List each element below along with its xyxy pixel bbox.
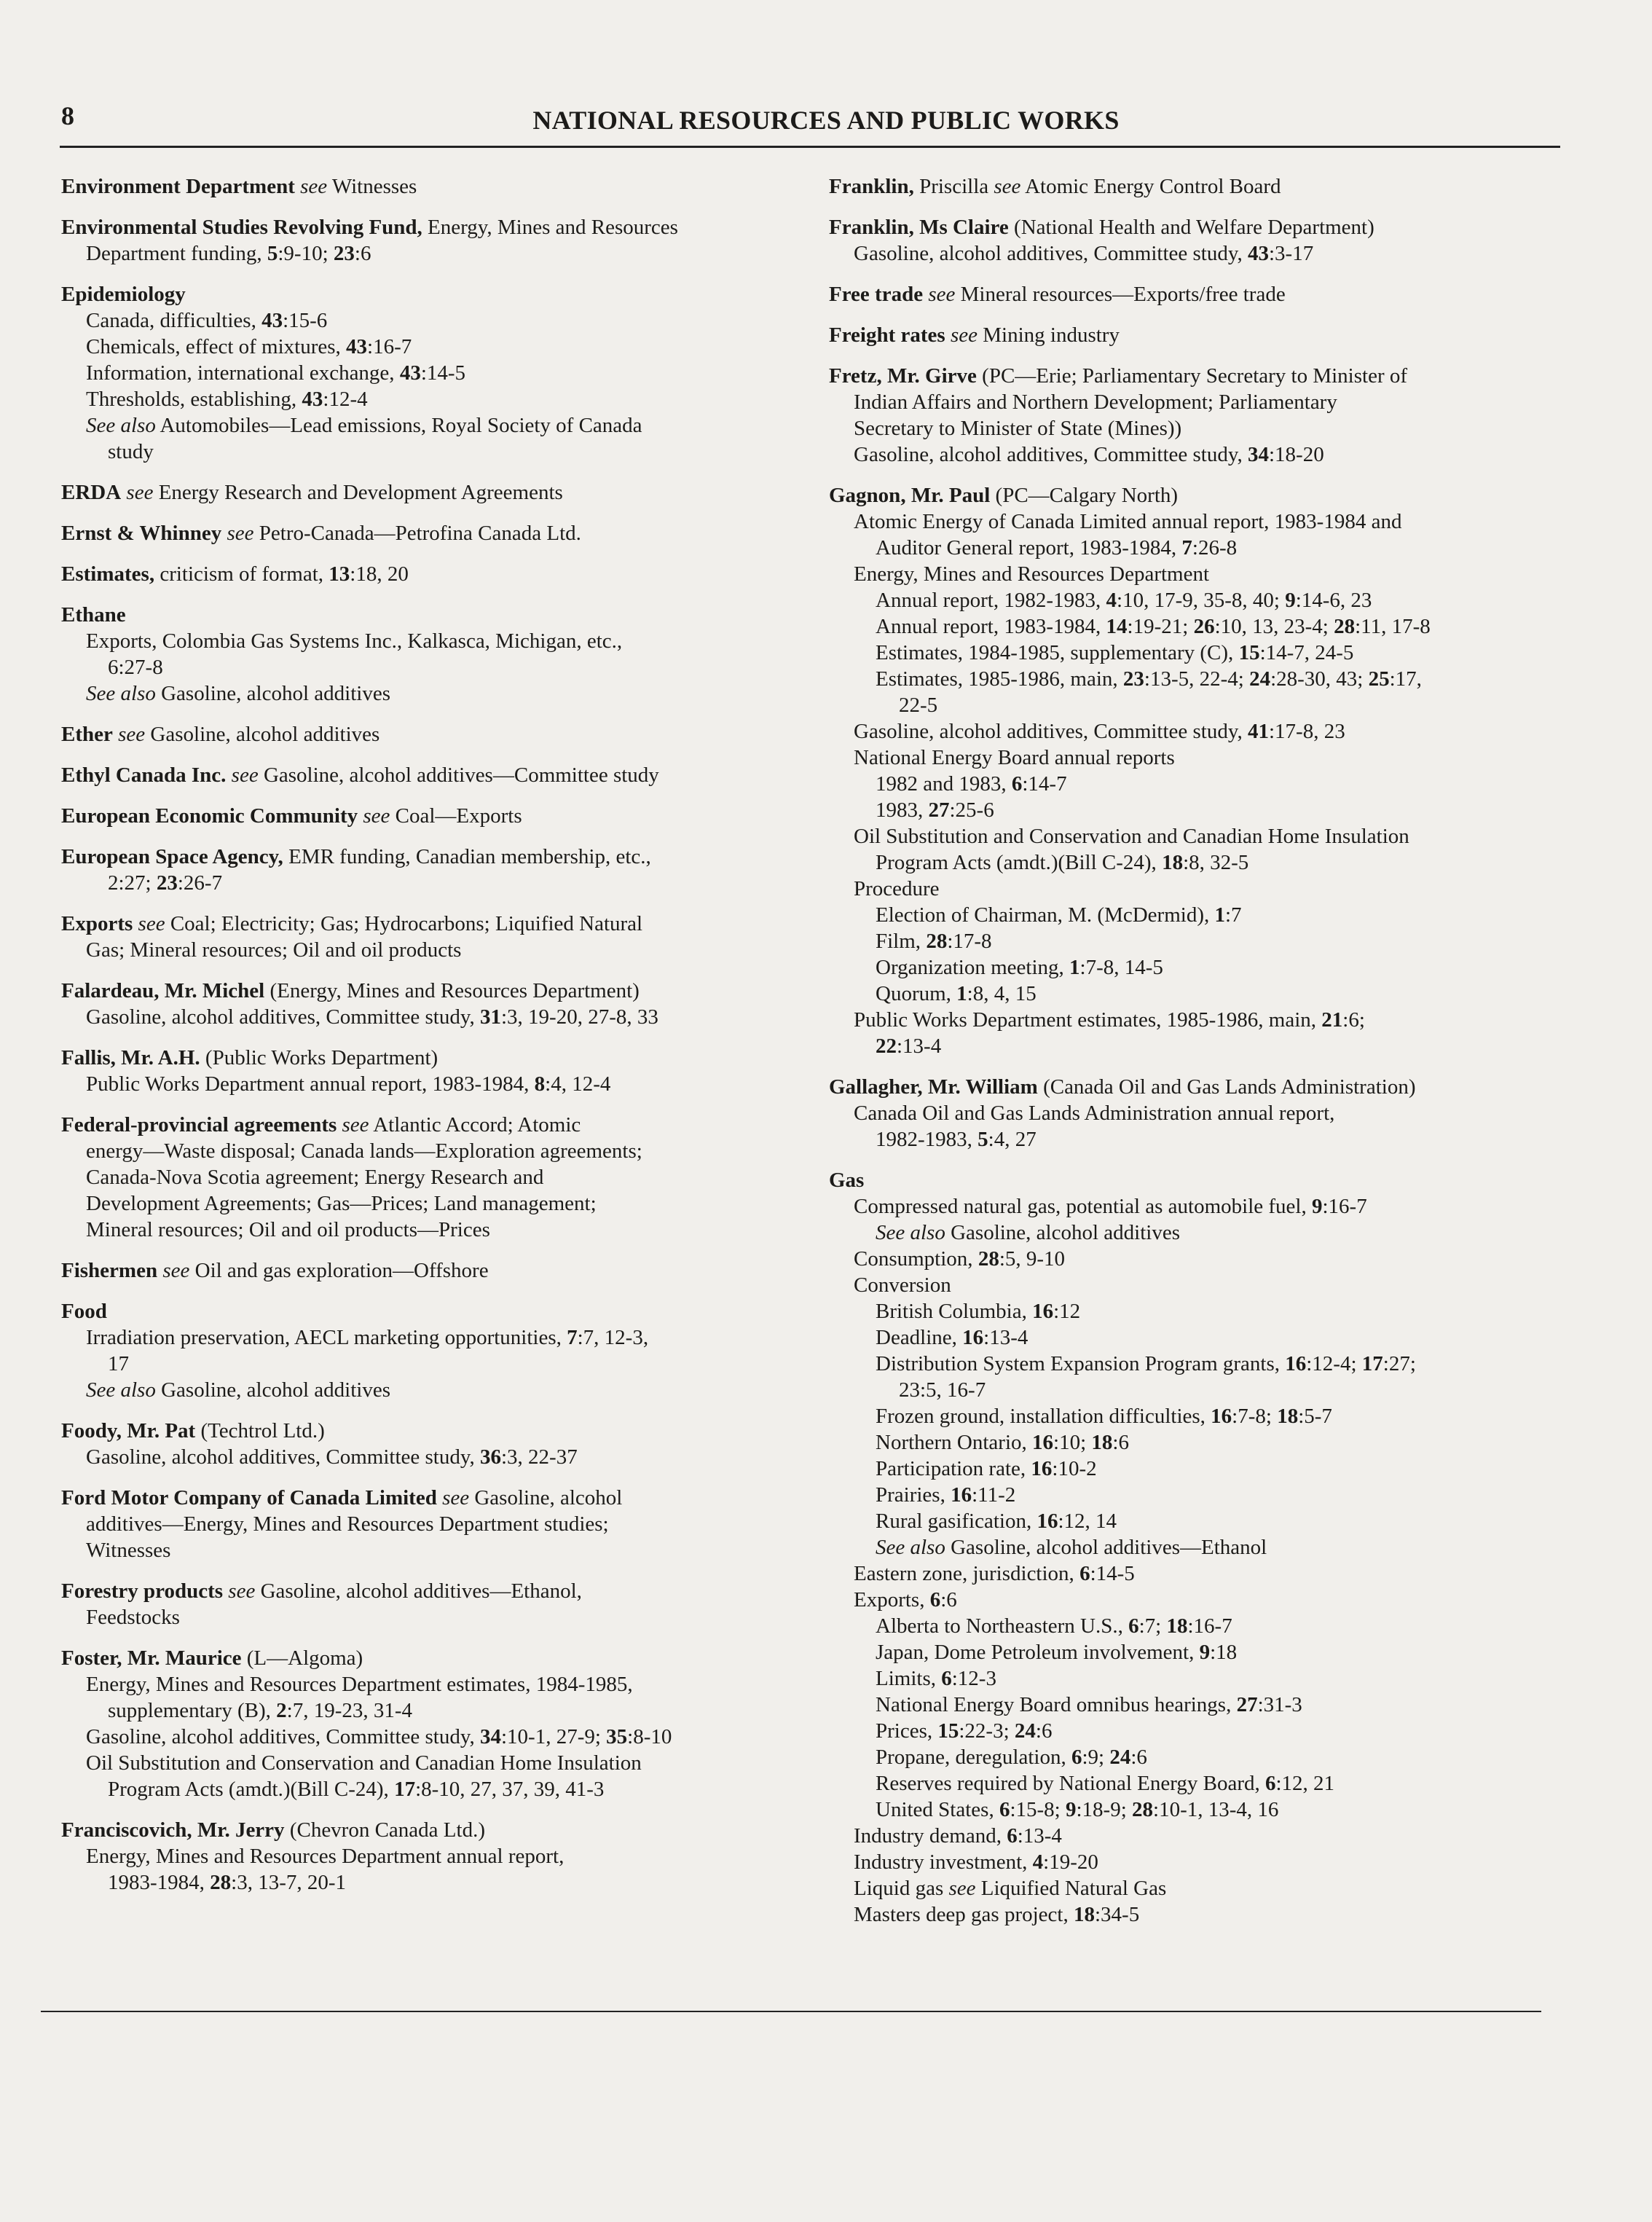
index-subentry-line: Chemicals, effect of mixtures, 43:16-7 — [86, 335, 412, 358]
index-entry — [61, 520, 797, 546]
index-subentry-line: 1983-1984, 28:3, 13-7, 20-1 — [108, 1871, 347, 1894]
index-heading-line: Ethyl Canada Inc. see Gasoline, alcohol additives—Committee study — [61, 763, 659, 787]
index-heading-line: Ethane — [61, 603, 126, 627]
index-entry — [61, 561, 797, 587]
index-entry — [829, 363, 1557, 468]
index-subentry-line: Prairies, 16:11-2 — [876, 1483, 1016, 1507]
index-subentry-line: Energy, Mines and Resources Department annual report, — [86, 1845, 565, 1868]
index-entry — [61, 479, 797, 506]
index-entry — [61, 1298, 797, 1403]
index-subentry-line: Information, international exchange, 43:14-5 — [86, 361, 466, 385]
left-index-column — [61, 173, 797, 1910]
index-subentry-line: Alberta to Northeastern U.S., 6:7; 18:16-7 — [876, 1614, 1232, 1638]
index-subentry-line: Annual report, 1982-1983, 4:10, 17-9, 35-8, 40; 9:14-6, 23 — [876, 589, 1372, 612]
index-subentry-line: Mineral resources; Oil and oil products—Prices — [86, 1218, 490, 1241]
index-subentry-line: National Energy Board annual reports — [854, 746, 1175, 769]
index-subentry-line: Indian Affairs and Northern Development; Parliamentary — [854, 390, 1337, 414]
index-subentry-line: Deadline, 16:13-4 — [876, 1326, 1028, 1349]
index-subentry-line: Department funding, 5:9-10; 23:6 — [86, 242, 371, 265]
index-subentry-line: Canada, difficulties, 43:15-6 — [86, 309, 328, 332]
index-subentry-line: Election of Chairman, M. (McDermid), 1:7 — [876, 903, 1242, 927]
index-subentry-line: Industry demand, 6:13-4 — [854, 1824, 1062, 1848]
index-entry — [829, 281, 1557, 307]
index-entry — [61, 762, 797, 788]
index-subentry-line: Energy, Mines and Resources Department — [854, 562, 1210, 586]
index-subentry-line: energy—Waste disposal; Canada lands—Exploration agreements; — [86, 1139, 642, 1163]
index-heading-line: Foster, Mr. Maurice (L—Algoma) — [61, 1646, 363, 1670]
index-subentry-line: Northern Ontario, 16:10; 18:6 — [876, 1431, 1129, 1454]
index-subentry-line: United States, 6:15-8; 9:18-9; 28:10-1, 13-4, 16 — [876, 1798, 1279, 1821]
index-heading-line: Estimates, criticism of format, 13:18, 20 — [61, 562, 409, 586]
index-heading-line: Ford Motor Company of Canada Limited see Gasoline, alcohol — [61, 1486, 623, 1510]
index-subentry-line: supplementary (B), 2:7, 19-23, 31-4 — [108, 1699, 413, 1722]
index-subentry-line: Development Agreements; Gas—Prices; Land management; — [86, 1192, 597, 1215]
index-subentry-line: British Columbia, 16:12 — [876, 1300, 1081, 1323]
index-heading-line: Gas — [829, 1169, 865, 1192]
index-subentry-line: Estimates, 1984-1985, supplementary (C), 15:14-7, 24-5 — [876, 641, 1354, 664]
index-subentry-line: Gasoline, alcohol additives, Committee study, 34:10-1, 27-9; 35:8-10 — [86, 1725, 672, 1748]
index-subentry-line: Masters deep gas project, 18:34-5 — [854, 1903, 1140, 1926]
footer-rule — [41, 2011, 1541, 2012]
index-subentry-line: Gas; Mineral resources; Oil and oil products — [86, 938, 462, 962]
index-heading-line: Foody, Mr. Pat (Techtrol Ltd.) — [61, 1419, 325, 1442]
index-heading-line: Environmental Studies Revolving Fund, Energy, Mines and Resources — [61, 216, 678, 239]
index-entry — [61, 721, 797, 747]
index-entry — [829, 322, 1557, 348]
index-subentry-line: Public Works Department estimates, 1985-1986, main, 21:6; — [854, 1008, 1365, 1032]
index-heading-line: Exports see Coal; Electricity; Gas; Hydrocarbons; Liquified Natural — [61, 912, 643, 935]
index-subentry-line: Compressed natural gas, potential as automobile fuel, 9:16-7 — [854, 1195, 1367, 1218]
index-subentry-line: Secretary to Minister of State (Mines)) — [854, 417, 1182, 440]
index-subentry-line: Frozen ground, installation difficulties, 16:7-8; 18:5-7 — [876, 1405, 1332, 1428]
right-index-column — [829, 173, 1557, 1942]
index-subentry-line: Annual report, 1983-1984, 14:19-21; 26:10, 13, 23-4; 28:11, 17-8 — [876, 615, 1431, 638]
index-subentry-line: Procedure — [854, 877, 940, 900]
index-heading-line: European Economic Community see Coal—Exports — [61, 804, 522, 828]
index-heading-line: European Space Agency, EMR funding, Canadian membership, etc., — [61, 845, 651, 868]
index-heading-line: Franklin, Priscilla see Atomic Energy Control Board — [829, 175, 1281, 198]
index-subentry-line: 1982 and 1983, 6:14-7 — [876, 772, 1067, 796]
index-subentry-line: 2:27; 23:26-7 — [108, 871, 223, 895]
index-subentry-line: Irradiation preservation, AECL marketing opportunities, 7:7, 12-3, — [86, 1326, 649, 1349]
index-subentry-line: Limits, 6:12-3 — [876, 1667, 996, 1690]
index-entry — [61, 602, 797, 707]
index-heading-line: Federal-provincial agreements see Atlantic Accord; Atomic — [61, 1113, 581, 1136]
index-subentry-line: Program Acts (amdt.)(Bill C-24), 18:8, 32-5 — [876, 851, 1249, 874]
index-subentry-line: Auditor General report, 1983-1984, 7:26-8 — [876, 536, 1238, 560]
index-entry — [61, 281, 797, 465]
index-subentry-line: Gasoline, alcohol additives, Committee study, 36:3, 22-37 — [86, 1445, 578, 1469]
index-heading-line: Falardeau, Mr. Michel (Energy, Mines and Resources Department) — [61, 979, 640, 1002]
index-subentry-line: Thresholds, establishing, 43:12-4 — [86, 388, 368, 411]
index-subentry-line: 23:5, 16-7 — [899, 1378, 986, 1402]
index-heading-line: ERDA see Energy Research and Development Agreements — [61, 481, 563, 504]
index-subentry-line: Prices, 15:22-3; 24:6 — [876, 1719, 1053, 1743]
index-entry — [61, 173, 797, 200]
index-heading-line: Franciscovich, Mr. Jerry (Chevron Canada Ltd.) — [61, 1818, 485, 1842]
index-entry — [61, 1485, 797, 1563]
index-heading-line: Gagnon, Mr. Paul (PC—Calgary North) — [829, 484, 1179, 507]
index-subentry-line: Program Acts (amdt.)(Bill C-24), 17:8-10, 27, 37, 39, 41-3 — [108, 1778, 605, 1801]
index-subentry-line: Reserves required by National Energy Board, 6:12, 21 — [876, 1772, 1335, 1795]
index-subentry-line: Propane, deregulation, 6:9; 24:6 — [876, 1746, 1147, 1769]
index-subentry-line: Feedstocks — [86, 1606, 180, 1629]
index-entry — [61, 844, 797, 896]
index-subentry-line: See also Gasoline, alcohol additives — [86, 1378, 390, 1402]
index-subentry-line: See also Gasoline, alcohol additives — [86, 682, 390, 705]
index-subentry-line: Exports, Colombia Gas Systems Inc., Kalkasca, Michigan, etc., — [86, 629, 623, 653]
index-subentry-line: Oil Substitution and Conservation and Canadian Home Insulation — [86, 1751, 642, 1775]
index-entry — [61, 1418, 797, 1470]
index-heading-line: Freight rates see Mining industry — [829, 323, 1120, 347]
index-heading-line: Forestry products see Gasoline, alcohol additives—Ethanol, — [61, 1579, 582, 1603]
index-heading-line: Fretz, Mr. Girve (PC—Erie; Parliamentary Secretary to Minister of — [829, 364, 1408, 388]
index-subentry-line: Industry investment, 4:19-20 — [854, 1850, 1098, 1874]
index-subentry-line: additives—Energy, Mines and Resources Department studies; — [86, 1512, 609, 1536]
index-heading-line: Franklin, Ms Claire (National Health and Welfare Department) — [829, 216, 1374, 239]
index-subentry-line: Gasoline, alcohol additives, Committee study, 31:3, 19-20, 27-8, 33 — [86, 1005, 658, 1029]
index-entry — [61, 1578, 797, 1630]
index-entry — [61, 1257, 797, 1284]
index-subentry-line: study — [108, 440, 154, 463]
running-title: NATIONAL RESOURCES AND PUBLIC WORKS — [532, 106, 1120, 135]
index-subentry-line: 6:27-8 — [108, 656, 163, 679]
index-subentry-line: Witnesses — [86, 1539, 171, 1562]
index-subentry-line: 22-5 — [899, 694, 938, 717]
index-heading-line: Free trade see Mineral resources—Exports/free trade — [829, 283, 1286, 306]
index-subentry-line: See also Gasoline, alcohol additives — [876, 1221, 1180, 1244]
index-entry — [829, 1167, 1557, 1928]
index-entry — [61, 978, 797, 1030]
index-entry — [61, 214, 797, 267]
index-heading-line: Environment Department see Witnesses — [61, 175, 417, 198]
header-rule — [60, 146, 1560, 148]
index-heading-line: Epidemiology — [61, 283, 186, 306]
index-heading-line: Fishermen see Oil and gas exploration—Offshore — [61, 1259, 489, 1282]
index-entry — [829, 1074, 1557, 1153]
index-subentry-line: Exports, 6:6 — [854, 1588, 957, 1611]
index-subentry-line: Energy, Mines and Resources Department estimates, 1984-1985, — [86, 1673, 633, 1696]
index-subentry-line: Atomic Energy of Canada Limited annual report, 1983-1984 and — [854, 510, 1402, 533]
index-subentry-line: Film, 28:17-8 — [876, 930, 992, 953]
index-subentry-line: Liquid gas see Liquified Natural Gas — [854, 1877, 1167, 1900]
index-subentry-line: Participation rate, 16:10-2 — [876, 1457, 1097, 1480]
index-subentry-line: Eastern zone, jurisdiction, 6:14-5 — [854, 1562, 1135, 1585]
index-entry — [61, 803, 797, 829]
index-subentry-line: Public Works Department annual report, 1983-1984, 8:4, 12-4 — [86, 1072, 611, 1096]
index-entry — [829, 482, 1557, 1059]
index-subentry-line: Conversion — [854, 1273, 951, 1297]
index-subentry-line: Gasoline, alcohol additives, Committee study, 43:3-17 — [854, 242, 1314, 265]
index-entry — [61, 1645, 797, 1802]
index-heading-line: Food — [61, 1300, 107, 1323]
index-subentry-line: National Energy Board omnibus hearings, 27:31-3 — [876, 1693, 1302, 1716]
index-subentry-line: 1983, 27:25-6 — [876, 798, 994, 822]
page-number: 8 — [61, 101, 74, 130]
index-subentry-line: Distribution System Expansion Program grants, 16:12-4; 17:27; — [876, 1352, 1416, 1375]
index-subentry-line: Estimates, 1985-1986, main, 23:13-5, 22-4; 24:28-30, 43; 25:17, — [876, 667, 1422, 691]
index-heading-line: Fallis, Mr. A.H. (Public Works Department) — [61, 1046, 438, 1069]
index-entry — [829, 173, 1557, 200]
index-subentry-line: See also Gasoline, alcohol additives—Ethanol — [876, 1536, 1267, 1559]
index-entry — [61, 1112, 797, 1243]
index-subentry-line: Canada Oil and Gas Lands Administration annual report, — [854, 1102, 1335, 1125]
index-subentry-line: Gasoline, alcohol additives, Committee study, 34:18-20 — [854, 443, 1324, 466]
index-subentry-line: Canada-Nova Scotia agreement; Energy Research and — [86, 1166, 544, 1189]
index-subentry-line: Rural gasification, 16:12, 14 — [876, 1510, 1117, 1533]
index-subentry-line: Organization meeting, 1:7-8, 14-5 — [876, 956, 1163, 979]
index-entry — [829, 214, 1557, 267]
index-subentry-line: Gasoline, alcohol additives, Committee study, 41:17-8, 23 — [854, 720, 1345, 743]
index-subentry-line: Quorum, 1:8, 4, 15 — [876, 982, 1037, 1005]
index-subentry-line: 17 — [108, 1352, 129, 1375]
index-heading-line: Gallagher, Mr. William (Canada Oil and Gas Lands Administration) — [829, 1075, 1416, 1099]
index-heading-line: Ernst & Whinney see Petro-Canada—Petrofina Canada Ltd. — [61, 522, 581, 545]
index-entry — [61, 911, 797, 963]
index-entry — [61, 1045, 797, 1097]
index-entry — [61, 1817, 797, 1896]
index-subentry-line: 1982-1983, 5:4, 27 — [876, 1128, 1037, 1151]
index-subentry-line: Oil Substitution and Conservation and Canadian Home Insulation — [854, 825, 1409, 848]
index-heading-line: Ether see Gasoline, alcohol additives — [61, 723, 380, 746]
index-subentry-line: Consumption, 28:5, 9-10 — [854, 1247, 1066, 1271]
index-subentry-line: 22:13-4 — [876, 1035, 942, 1058]
index-subentry-line: See also Automobiles—Lead emissions, Royal Society of Canada — [86, 414, 642, 437]
index-subentry-line: Japan, Dome Petroleum involvement, 9:18 — [876, 1641, 1238, 1664]
